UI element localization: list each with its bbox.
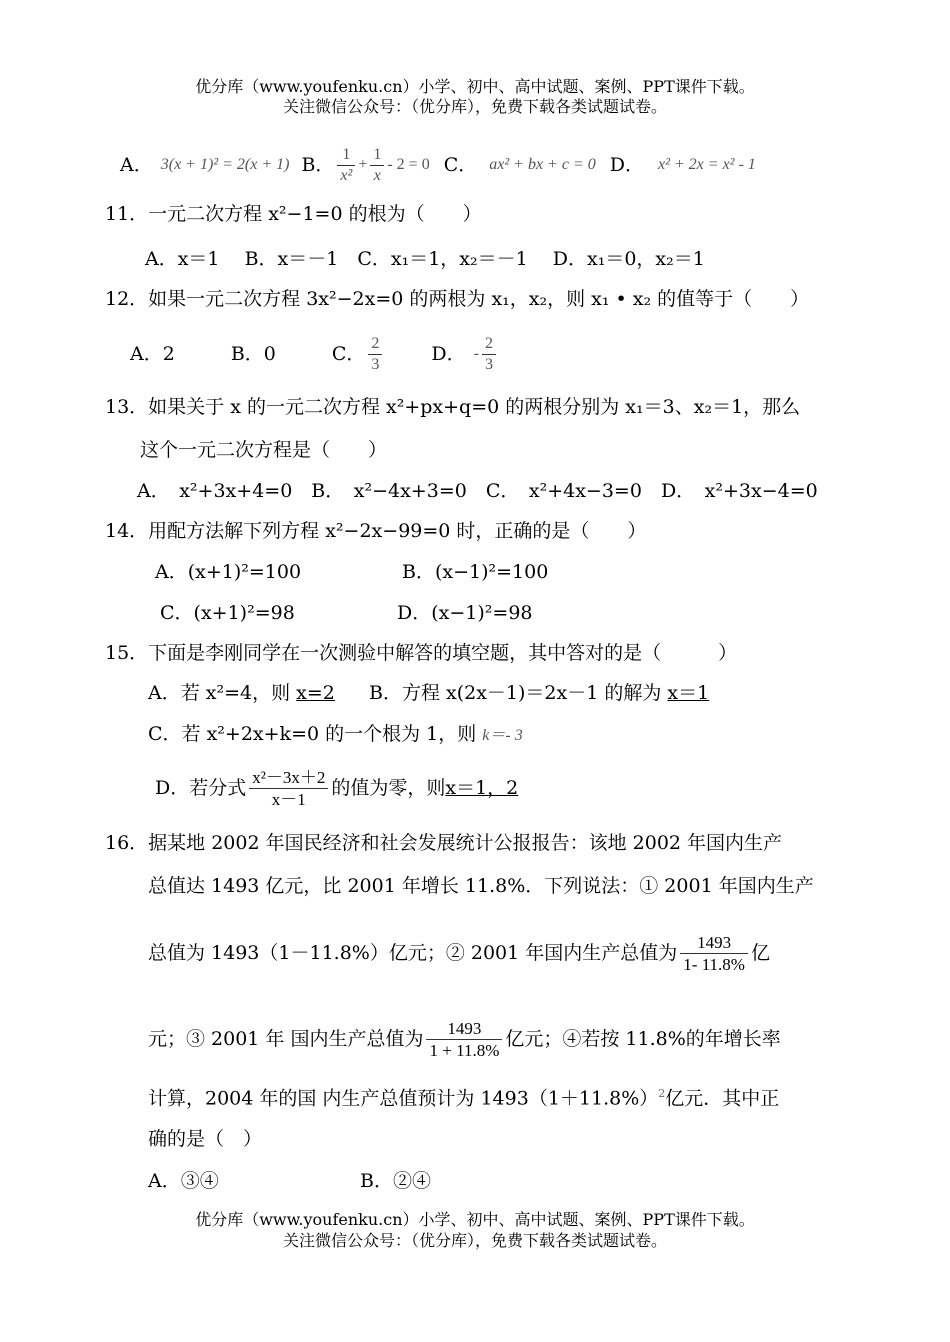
q16-frac-2-num: 1493 bbox=[447, 1018, 482, 1038]
q15-option-a bbox=[148, 684, 335, 703]
q12-option-a: A．2 bbox=[130, 342, 175, 365]
q16-line-3a: 总值为 1493（1－11.8%）亿元；② 2001 年国内生产总值为 bbox=[148, 941, 678, 964]
q15-option-c bbox=[148, 725, 523, 744]
q16-line-2: 总值达 1493 亿元，比 2001 年增长 11.8%．下列说法：① 2001 年国内生产 bbox=[148, 875, 814, 897]
q16-line-5 bbox=[148, 1088, 779, 1108]
q15-option-b bbox=[369, 684, 709, 703]
q12-options bbox=[130, 330, 499, 378]
q10-b-frac1 bbox=[337, 147, 355, 184]
q16-line-4 bbox=[148, 1014, 781, 1064]
q12-d-frac bbox=[482, 336, 496, 373]
q10-b-plus: + bbox=[358, 156, 368, 173]
q14-option-d: D．(x−1)²=98 bbox=[397, 602, 533, 624]
q16-frac-1 bbox=[680, 934, 748, 973]
q10-a-label: A． bbox=[120, 153, 153, 176]
q10-b-frac1-num: 1 bbox=[342, 145, 351, 163]
q10-d-expr: x² + 2x = x² - 1 bbox=[657, 156, 756, 173]
q14-option-a: A．(x+1)²=100 bbox=[155, 561, 302, 583]
q15-option-d bbox=[155, 760, 518, 816]
q12-c-den: 3 bbox=[368, 354, 382, 373]
q16-frac-2-den: 1 + 11.8% bbox=[426, 1039, 502, 1059]
q15-stem: 15．下面是李刚同学在一次测验中解答的填空题，其中答对的是（ ） bbox=[105, 642, 738, 664]
q10-d-label: D． bbox=[609, 153, 644, 176]
q15-a-answer: x=2 bbox=[296, 682, 335, 704]
q13-options: A． x²+3x+4=0 B． x²−4x+3=0 C． x²+4x−3=0 D． x²+3x−4=0 bbox=[137, 480, 818, 502]
q16-line-5a: 计算，2004 年的国 内生产总值预计为 1493（1＋11.8%） bbox=[148, 1087, 659, 1110]
q15-b-text: B．方程 x(2x－1)＝2x－1 的解为 bbox=[369, 682, 668, 704]
header-line-1: 优分库（www.youfenku.cn）小学、初中、高中试题、案例、PPT课件下载。 bbox=[195, 77, 755, 96]
q11-options: A．x＝1 B．x＝－1 C．x₁＝1，x₂＝－1 D．x₁＝0，x₂＝1 bbox=[145, 248, 705, 270]
q12-option-b: B．0 bbox=[230, 342, 276, 365]
q16-option-b: B．②④ bbox=[360, 1170, 431, 1192]
q13-stem-2: 这个一元二次方程是（ ） bbox=[140, 439, 388, 461]
q14-option-b: B．(x−1)²=100 bbox=[402, 561, 549, 583]
q16-line-5b: 亿元．其中正 bbox=[665, 1087, 780, 1110]
q10-b-frac2-den: x bbox=[370, 165, 384, 184]
q12-c-label: C． bbox=[331, 342, 366, 365]
q11-stem: 11．一元二次方程 x²−1=0 的根为（ ） bbox=[105, 203, 482, 225]
q10-b-frac1-den: x² bbox=[337, 165, 355, 184]
q16-frac-1-den: 1- 11.8% bbox=[680, 953, 748, 973]
q10-c-expr: ax² + bx + c = 0 bbox=[489, 156, 596, 173]
q16-line-1: 16．据某地 2002 年国民经济和社会发展统计公报报告：该地 2002 年国内生产 bbox=[105, 832, 783, 854]
q12-d-num: 2 bbox=[484, 334, 493, 352]
q15-d-num: x²－3x＋2 bbox=[252, 767, 326, 787]
q10-a-expr: 3(x + 1)² = 2(x + 1) bbox=[160, 156, 290, 173]
q16-line-6: 确的是（ ） bbox=[148, 1128, 263, 1150]
q10-options bbox=[120, 140, 756, 190]
q10-c-label: C． bbox=[443, 153, 478, 176]
q16-line-4a: 元；③ 2001 年 国内生产总值为 bbox=[148, 1027, 424, 1050]
q16-line-5-sup: 2 bbox=[658, 1087, 666, 1100]
q16-line-3b: 亿 bbox=[750, 941, 770, 964]
q10-b-frac2-num: 1 bbox=[373, 145, 382, 163]
q13-stem-1: 13．如果关于 x 的一元二次方程 x²+px+q=0 的两根分别为 x₁＝3、x₂＝1，那么 bbox=[105, 396, 801, 418]
q12-c-frac bbox=[368, 336, 382, 373]
q10-b-tail: - 2 = 0 bbox=[387, 156, 430, 173]
q15-d-mid: 的值为零，则 bbox=[331, 776, 446, 799]
q16-option-a: A．③④ bbox=[148, 1170, 219, 1192]
q12-d-minus: - bbox=[473, 345, 479, 362]
q15-d-answer: x＝1，2 bbox=[445, 776, 519, 799]
q16-frac-2 bbox=[426, 1020, 502, 1059]
q15-d-frac bbox=[249, 769, 328, 808]
q14-stem: 14．用配方法解下列方程 x²−2x−99=0 时，正确的是（ ） bbox=[105, 520, 647, 542]
q10-b-frac2 bbox=[370, 147, 384, 184]
q15-a-text: A．若 x²=4，则 bbox=[148, 682, 297, 704]
q15-d-text: D．若分式 bbox=[155, 776, 247, 799]
q16-line-3 bbox=[148, 928, 770, 978]
q12-stem: 12．如果一元二次方程 3x²−2x=0 的两根为 x₁，x₂，则 x₁ • x₂ 的值等于（ ） bbox=[105, 288, 810, 310]
q16-line-4b: 亿元；④若按 11.8%的年增长率 bbox=[505, 1027, 781, 1050]
q10-b-label: B． bbox=[301, 153, 335, 176]
q12-c-num: 2 bbox=[371, 334, 380, 352]
footer-line-1: 优分库（www.youfenku.cn）小学、初中、高中试题、案例、PPT课件下载。 bbox=[195, 1210, 755, 1229]
footer-line-2: 关注微信公众号：（优分库），免费下载各类试题试卷。 bbox=[282, 1231, 667, 1250]
q15-c-text: C．若 x²+2x+k=0 的一个根为 1，则 bbox=[148, 723, 483, 745]
q16-frac-1-num: 1493 bbox=[697, 932, 732, 952]
q14-option-c: C．(x+1)²=98 bbox=[160, 602, 295, 624]
q15-b-answer: x＝1 bbox=[667, 682, 710, 704]
q15-c-answer: k＝- 3 bbox=[482, 727, 523, 744]
header-line-2: 关注微信公众号：（优分库），免费下载各类试题试卷。 bbox=[282, 97, 667, 116]
q12-d-label: D． bbox=[431, 342, 466, 365]
q12-d-den: 3 bbox=[482, 354, 496, 373]
q15-d-den: x－1 bbox=[249, 788, 328, 808]
